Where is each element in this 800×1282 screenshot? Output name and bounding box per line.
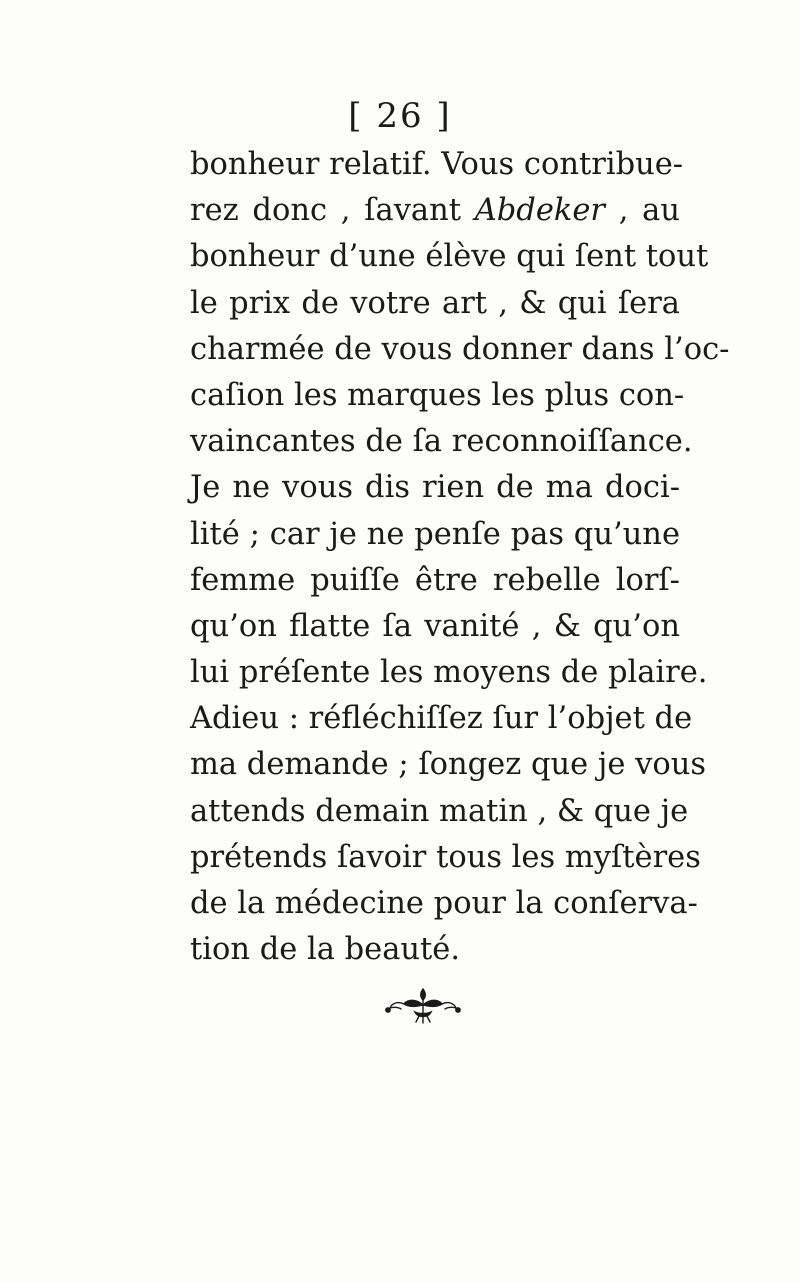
text-line: Adieu : réfléchiſſez ſur l’objet de [190, 701, 693, 737]
page-number: [ 26 ] [348, 96, 452, 136]
text-line: bonheur relatif. Vous contribue- [190, 147, 684, 182]
text-line-with-italic-name [190, 188, 680, 234]
italic-name: Abdeker [474, 193, 605, 229]
fleuron-ornament-icon [380, 985, 466, 1025]
text-line: Je ne vous dis rien de ma doci- [190, 470, 680, 506]
text-line: qu’on flatte ſa vanité , & qu’on [190, 608, 680, 644]
text-segment: , au [605, 193, 680, 229]
body-text [190, 142, 730, 973]
text-line: lité ; car je ne penſe pas qu’une [190, 516, 680, 552]
text-line: femme puiſſe être rebelle lorſ- [190, 562, 680, 598]
text-line: ma demande ; ſongez que je vous [190, 747, 706, 783]
text-line: le prix de votre art , & qui ſera [190, 285, 680, 321]
text-line: bonheur d’une élève qui ſent tout [190, 239, 709, 275]
text-line: charmée de vous donner dans l’oc- [190, 331, 730, 367]
text-line: vaincantes de ſa reconnoiſſance. [190, 424, 693, 460]
text-line: attends demain matin , & que je [190, 793, 689, 829]
text-line: prétends ſavoir tous les myſtères [190, 839, 701, 875]
text-line: lui préſente les moyens de plaire. [190, 655, 708, 691]
text-segment: rez donc , ſavant [190, 193, 475, 229]
text-line-last: tion de la beauté. [190, 932, 461, 968]
text-line: caſion les marques les plus con- [190, 377, 685, 413]
text-line: de la médecine pour la conſerva- [190, 886, 698, 921]
